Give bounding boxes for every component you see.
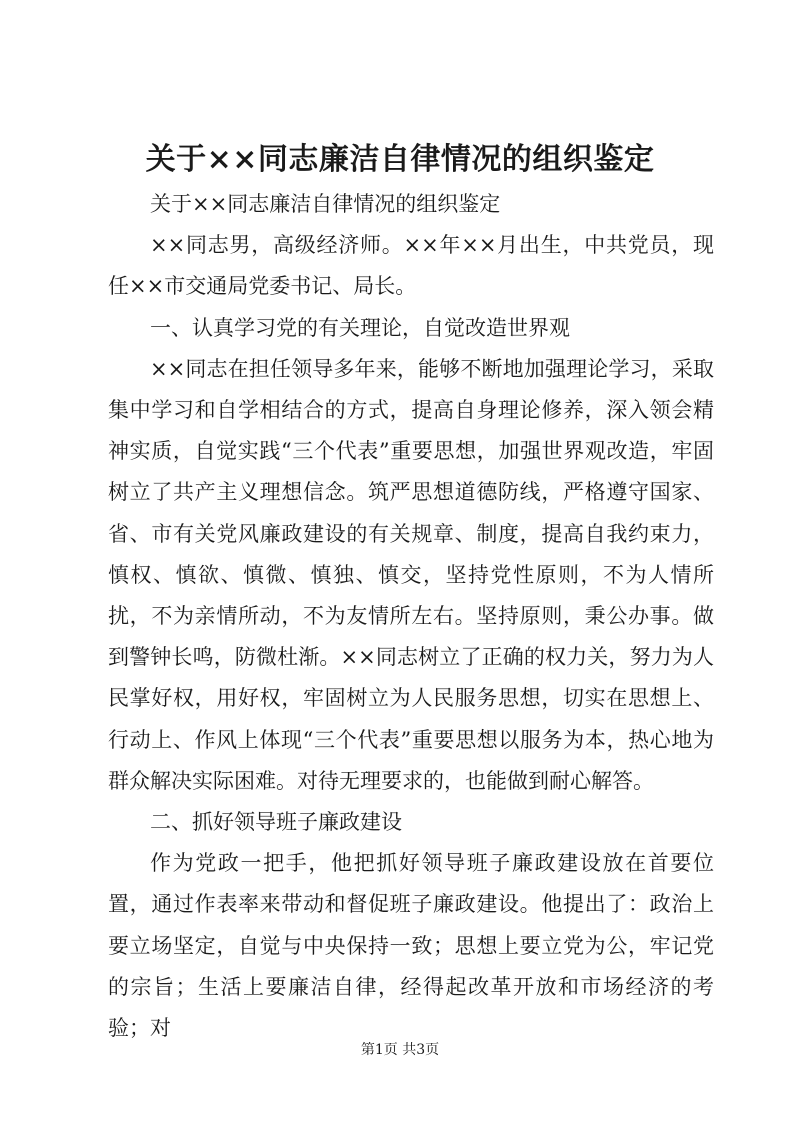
paragraph-intro: ××同志男，高级经济师。××年××月出生，中共党员，现任××市交通局党委书记、局长。	[108, 233, 714, 299]
paragraph-subtitle: 关于××同志廉洁自律情况的组织鉴定	[150, 192, 501, 216]
page-number-footer: 第1页 共3页	[360, 1042, 440, 1058]
section-heading-2: 二、抓好领导班子廉政建设	[150, 810, 402, 835]
paragraph-section-1: ××同志在担任领导多年来，能够不断地加强理论学习，采取集中学习和自学相结合的方式，提高自身理论修养，深入领会精神实质，自觉实践“三个代表”重要思想，加强世界观改造，牢固树立了共产主义理想信念。筑严思想道德防线，严格遵守国家、省、市有关党风廉政建设的有关规章、制度，提高自我约束力，慎权、慎欲、慎微、慎独、慎交，坚持党性原则，不为人情所扰，不为亲情所动，不为友情所左右。坚持原则，秉公办事。做到警钟长鸣，防微杜渐。××同志树立了正确的权力关，努力为人民掌好权，用好权，牢固树立为人民服务思想，切实在思想上、行动上、作风上体现“三个代表”重要思想以服务为本，热心地为群众解决实际困难。对待无理要求的，也能做到耐心解答。	[108, 356, 714, 793]
document-body	[108, 184, 714, 1049]
section-heading-1: 一、认真学习党的有关理论，自觉改造世界观	[150, 315, 570, 340]
paragraph-section-2: 作为党政一把手，他把抓好领导班子廉政建设放在首要位置，通过作表率来带动和督促班子廉政建设。他提出了：政治上要立场坚定，自觉与中央保持一致；思想上要立党为公，牢记党的宗旨；生活上要廉洁自律，经得起改革开放和市场经济的考验；对	[108, 851, 714, 1041]
document-title: 关于××同志廉洁自律情况的组织鉴定	[145, 142, 655, 177]
